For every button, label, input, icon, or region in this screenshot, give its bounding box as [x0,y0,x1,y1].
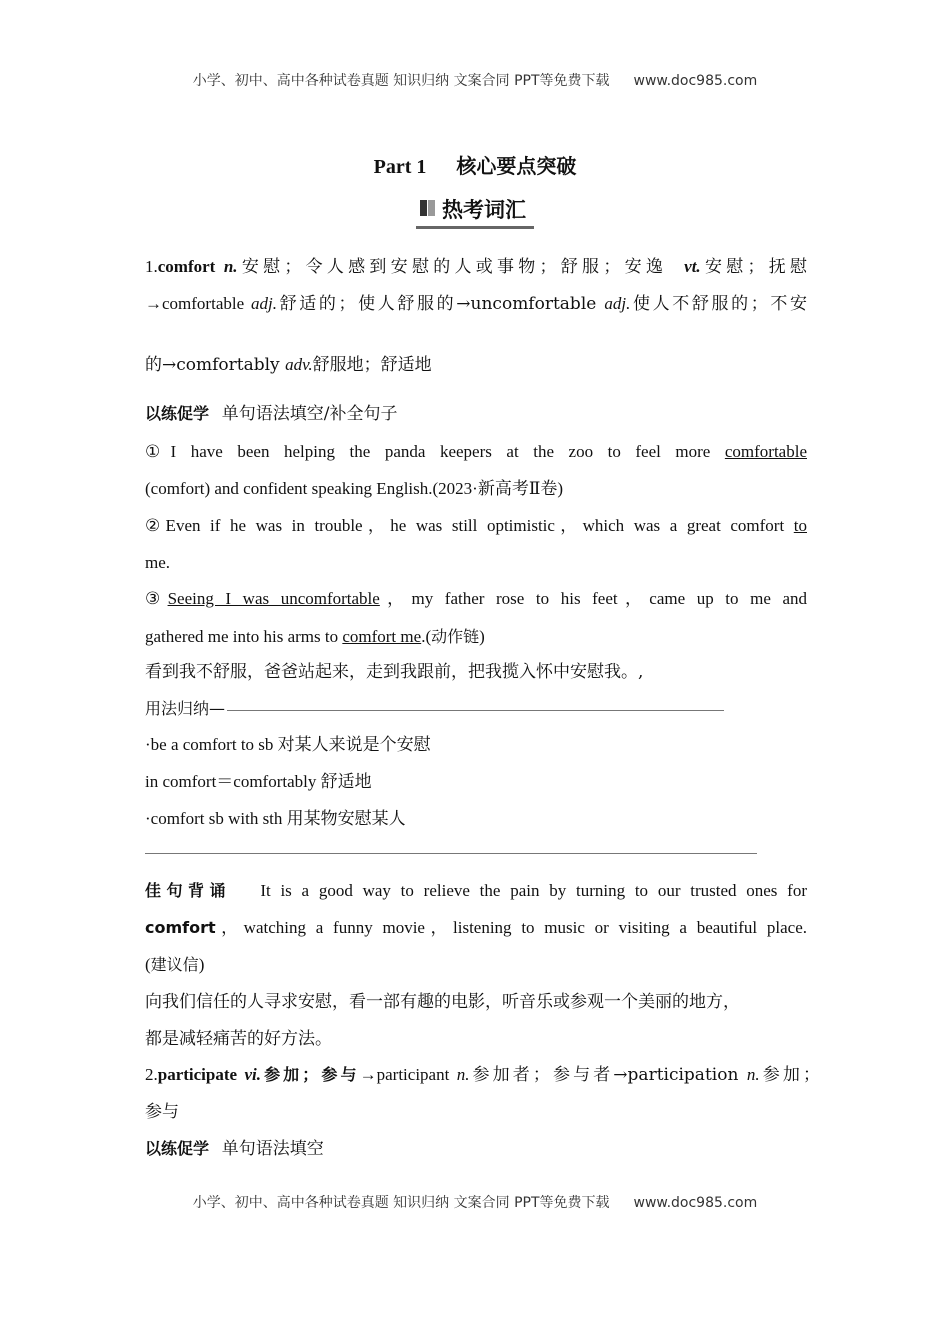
header-text: 小学、初中、高中各种试卷真题 知识归纳 文案合同 PPT等免费下载 [192,73,610,89]
usage-heading: 用法归纳— [145,697,807,721]
sentence-cn-line1: 向我们信任的人寻求安慰，看一部有趣的电影，听音乐或参观一个美丽的地方， [145,992,740,1012]
q3-answer-1: Seeing I was uncomfortable [167,589,380,608]
title-cn: 核心要点突破 [456,154,577,178]
entry2-line2: 参与 [145,1102,179,1122]
section-marker-icon [420,200,436,216]
footer-text: 小学、初中、高中各种试卷真题 知识归纳 文案合同 PPT等免费下载 [192,1195,610,1211]
practice1-q1-line1: ①I have been helping the panda keepers at the zoo to feel more comfortable [145,442,807,461]
sentence-cn-line2: 都是减轻痛苦的好方法。 [145,1029,332,1049]
practice1-q3-translation: 看到我不舒服，爸爸站起来，走到我跟前，把我揽入怀中安慰我。, [145,662,644,682]
entry1-line1: 1.comfort n.安慰；令人感到安慰的人或事物；舒服；安逸 vt.安慰；抚慰 [145,257,808,277]
usage-rule [227,710,724,711]
usage-item: in comfort＝comfortably 舒适地 [145,772,372,791]
title-part: Part 1 [373,156,427,178]
practice1-q3-line2: gathered me into his arms to comfort me.(动作链) [145,627,485,646]
entry2-line1: 2.participate vi.参加；参与→participant n.参加者；参与者→participation n.参加； [145,1065,820,1085]
usage-end-rule [145,853,757,854]
footer-url[interactable]: www.doc985.com [633,1195,758,1211]
practice1-q2-line2: me. [145,553,171,572]
section-label: 热考词汇 [442,198,526,222]
usage-item: ·comfort sb with sth 用某物安慰某人 [145,809,406,828]
q3-answer-2: comfort me [342,627,422,646]
header-url[interactable]: www.doc985.com [633,73,758,89]
practice1-heading: 以练促学 单句语法填空/补全句子 [145,404,398,424]
sentence-line1: 佳句背诵 It is a good way to relieve the pain by turning to our trusted ones for [145,881,807,900]
sentence-line2: comfort，watching a funny movie，listening to music or visiting a beautiful place. [145,918,807,937]
q1-answer: comfortable [724,442,807,461]
entry2-word: participate [157,1065,238,1084]
entry1-word: comfort [157,257,216,276]
entry1-line3: 的→comfortably adv.舒服地；舒适地 [145,355,432,375]
usage-item: ·be a comfort to sb 对某人来说是个安慰 [145,735,431,754]
page-title [0,150,950,179]
practice1-q3-line1: ③Seeing I was uncomfortable，my father rose to his feet，came up to me and [145,589,807,608]
page-header [0,70,950,90]
page-footer [0,1192,950,1212]
q2-answer: to [793,516,807,535]
practice1-q2-line1: ②Even if he was in trouble，he was still optimistic，which was a great comfort to [145,516,807,535]
sentence-tag: (建议信) [145,955,205,974]
practice2-heading: 以练促学 单句语法填空 [145,1139,324,1159]
entry1-line2: →comfortable adj.舒适的；使人舒服的→uncomfortable adj.使人不舒服的；不安 [145,294,808,314]
section-heading [0,192,950,229]
practice1-q1-line2: (comfort) and confident speaking English.(2023·新高考Ⅱ卷) [145,479,564,498]
